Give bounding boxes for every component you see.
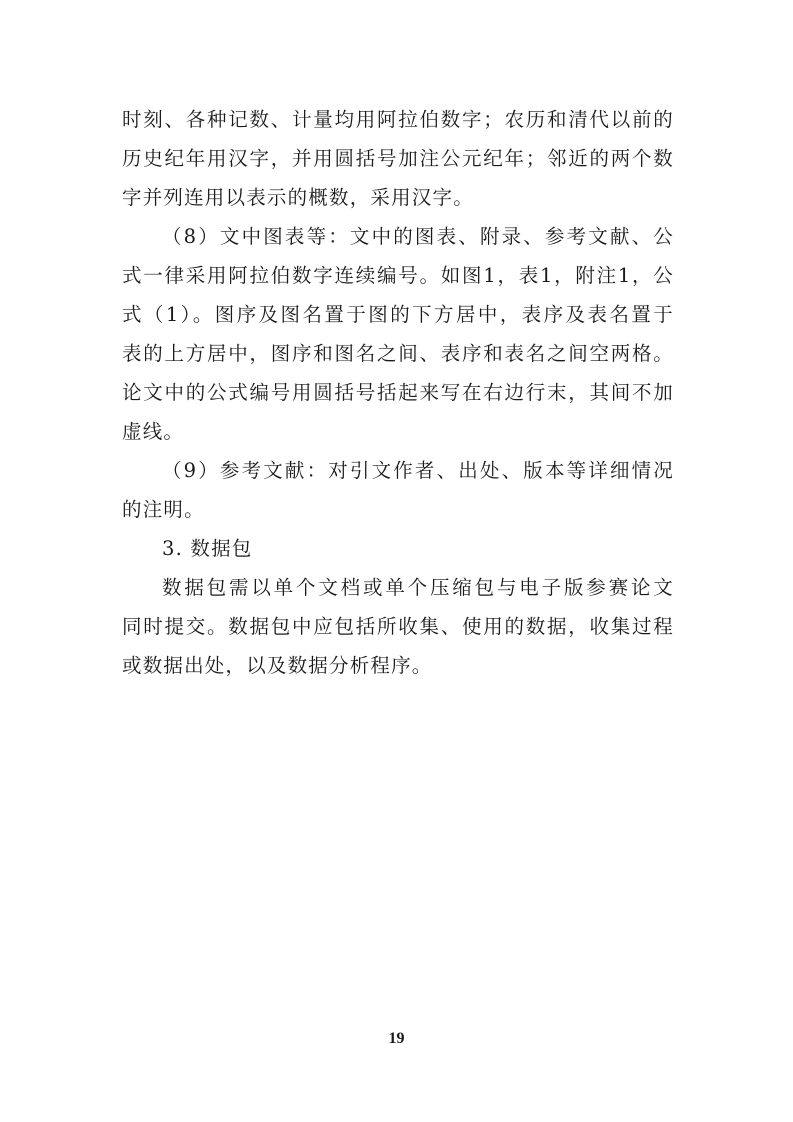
paragraph-number-rules (122, 100, 674, 217)
text-line: 历史纪年用汉字，并用圆括号加注公元纪年；邻近的两个数 (122, 147, 674, 170)
paragraph-data-package (122, 568, 674, 685)
text-line: 数据包需以单个文档或单个压缩包与电子版参赛论文 (162, 576, 674, 599)
text-line: 的注明。 (122, 498, 205, 521)
text-line: 时刻、各种记数、计量均用阿拉伯数字；农历和清代以前的 (122, 108, 674, 131)
text-line: （9）参考文献：对引文作者、出处、版本等详细情况 (162, 459, 674, 482)
document-body (122, 100, 674, 685)
text-line: （8）文中图表等：文中的图表、附录、参考文献、公 (162, 225, 674, 248)
text-line: 论文中的公式编号用圆括号括起来写在右边行末，其间不加 (122, 381, 674, 404)
paragraph-figures-tables (122, 217, 674, 451)
section-heading-data-package (122, 529, 674, 568)
text-line: 或数据出处，以及数据分析程序。 (122, 654, 433, 677)
paragraph-references (122, 451, 674, 529)
text-line: 表的上方居中，图序和图名之间、表序和表名之间空两格。 (122, 342, 674, 365)
text-line: 虚线。 (122, 420, 185, 443)
text-line: 式一律采用阿拉伯数字连续编号。如图1，表1，附注1，公 (122, 264, 674, 287)
section-heading: 3. 数据包 (162, 537, 253, 560)
text-line: 同时提交。数据包中应包括所收集、使用的数据，收集过程 (122, 615, 674, 638)
text-line: 字并列连用以表示的概数，采用汉字。 (122, 186, 474, 209)
page-number: 19 (388, 1030, 405, 1047)
text-line: 式（1）。图序及图名置于图的下方居中，表序及表名置于 (122, 303, 674, 326)
